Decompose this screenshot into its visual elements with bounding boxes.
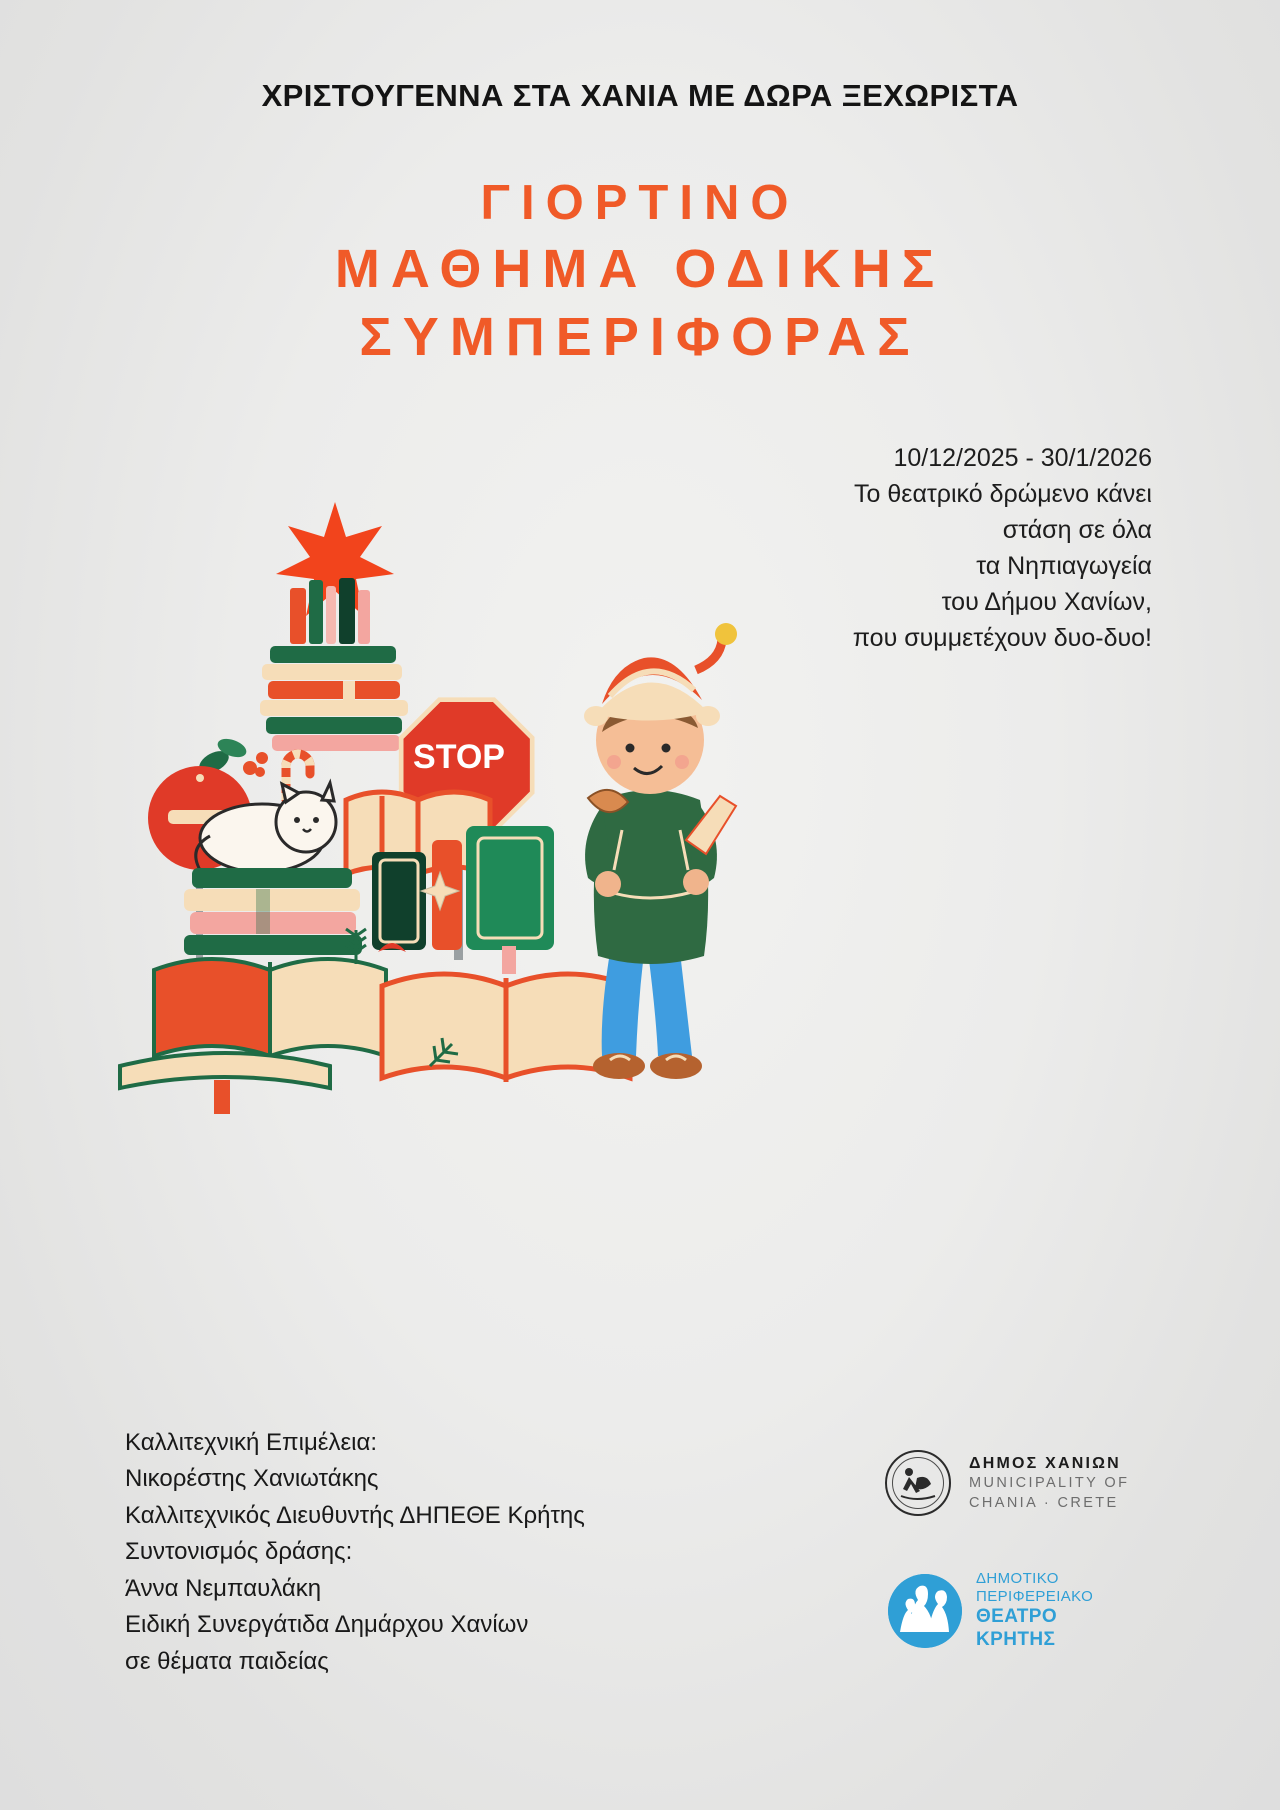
book-stack-top — [290, 578, 370, 644]
event-desc-line-3: τα Νηπιαγωγεία — [976, 552, 1152, 580]
credits-line-2: Νικορέστης Χανιωτάκης — [125, 1465, 379, 1493]
theatre-line-1: ΔΗΜΟΤΙΚΟ — [976, 1570, 1059, 1587]
credits-line-7: σε θέματα παιδείας — [125, 1647, 329, 1675]
headline-line-3: ΣΥΜΠΕΡΙΦΟΡΑΣ — [359, 307, 921, 368]
municipality-line-2: MUNICIPALITY OF — [969, 1475, 1130, 1492]
poster-illustration — [110, 500, 830, 1140]
headline-line-1: ΓΙΟΡΤΙΝΟ — [480, 176, 800, 230]
book-stack-mid — [260, 646, 408, 751]
poster-headline — [0, 175, 1280, 369]
headline-line-2: ΜΑΘΗΜΑ ΟΔΙΚΗΣ — [334, 238, 946, 299]
municipality-line-1: ΔΗΜΟΣ ΧΑΝΙΩΝ — [969, 1455, 1121, 1473]
book-stack-wide — [184, 868, 362, 955]
theatre-line-3: ΘΕΑΤΡΟ — [976, 1606, 1058, 1627]
book-bottom-base — [120, 1053, 330, 1114]
credits-line-3: Καλλιτεχνικός Διευθυντής ΔΗΠΕΘΕ Κρήτης — [125, 1501, 585, 1529]
open-book-left — [154, 959, 386, 1060]
event-desc-line-5: που συμμετέχουν δυο-δυο! — [852, 624, 1152, 652]
theatre-logo — [888, 1570, 1093, 1652]
event-date-range: 10/12/2025 - 30/1/2026 — [893, 444, 1152, 472]
child-illustration — [584, 623, 737, 1079]
open-book-bottom — [382, 974, 630, 1082]
event-desc-line-2: στάση σε όλα — [1002, 516, 1152, 544]
event-desc-line-4: του Δήμου Χανίων, — [941, 588, 1152, 616]
event-desc-line-1: Το θεατρικό δρώμενο κάνει — [854, 480, 1152, 508]
credits-line-5: Άννα Νεμπαυλάκη — [125, 1574, 322, 1602]
theatre-logo-text — [976, 1570, 1093, 1652]
credits-line-6: Ειδική Συνεργάτιδα Δημάρχου Χανίων — [125, 1611, 529, 1639]
municipality-line-3: CHANIA · CRETE — [969, 1494, 1119, 1511]
credits-line-1: Καλλιτεχνική Επιμέλεια: — [125, 1429, 378, 1456]
municipality-logo — [885, 1450, 1129, 1516]
municipality-seal-icon — [885, 1450, 951, 1516]
theatre-line-2: ΠΕΡΙΦΕΡΕΙΑΚΟ — [976, 1588, 1094, 1605]
credits-block — [125, 1425, 585, 1680]
municipality-logo-text — [969, 1453, 1129, 1512]
theatre-mark-icon — [888, 1574, 962, 1648]
poster-kicker: ΧΡΙΣΤΟΥΓΕΝΝΑ ΣΤΑ ΧΑΝΙΑ ΜΕ ΔΩΡΑ ΞΕΧΩΡΙΣΤΑ — [261, 78, 1019, 113]
theatre-line-4: ΚΡΗΤΗΣ — [976, 1628, 1056, 1650]
stop-sign-label: STOP — [413, 738, 505, 776]
credits-line-4: Συντονισμός δράσης: — [125, 1538, 353, 1566]
